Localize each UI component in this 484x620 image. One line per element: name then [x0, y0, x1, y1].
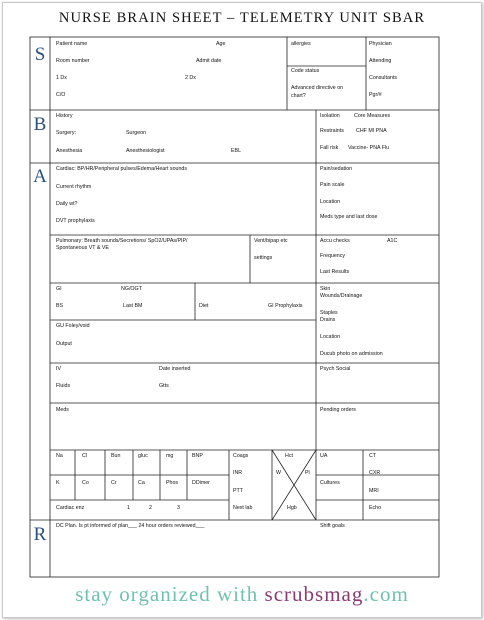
restraints-label: Restraints	[320, 128, 344, 134]
lab-pl: Pl	[305, 470, 310, 476]
lab-mri: MRI	[369, 488, 379, 494]
code-status-label: Code status	[291, 68, 320, 74]
lab-hct: Hct	[285, 453, 293, 459]
pending-orders-label: Pending orders	[320, 407, 356, 413]
surgeon-label: Surgeon	[126, 130, 147, 136]
last-bm-label: Last BM	[123, 303, 143, 309]
dx2-label: 2 Dx	[185, 75, 196, 81]
pain-location-label: Location	[320, 199, 341, 205]
lab-cxr: CXR	[369, 470, 381, 476]
lab-inr: INR	[233, 470, 243, 476]
lab-enz-3: 3	[177, 505, 180, 511]
anesthesiologist-label: Anesthesiologist	[126, 148, 165, 154]
lab-echo: Echo	[369, 505, 382, 511]
gi-label: GI	[56, 286, 62, 292]
bs-label: BS	[56, 303, 64, 309]
lab-coags: Coags	[233, 453, 249, 459]
lab-ptt: PTT	[233, 488, 244, 494]
chf-mi-pna-label: CHF MI PNA	[356, 128, 387, 134]
room-number-label: Room number	[56, 58, 90, 64]
allergies-label: allergies	[291, 41, 311, 47]
vaccine-label: Vaccine- PNA Flu	[348, 145, 390, 151]
footer-text-2: .com	[363, 582, 409, 606]
chart-label: chart?	[291, 93, 306, 99]
lab-w: W	[276, 470, 281, 476]
core-measures-label: Core Measures	[354, 113, 391, 119]
section-a-label: A	[33, 166, 47, 187]
meds-label: Meds	[56, 407, 69, 413]
lab-cultures: Cultures	[320, 480, 340, 486]
shift-goals-label: Shift goals	[320, 523, 345, 529]
footer-tagline	[0, 582, 484, 607]
lab-enz-2: 2	[149, 505, 152, 511]
admit-date-label: Admit date	[196, 58, 222, 64]
lab-co2: Co	[82, 480, 89, 486]
last-results-label: Last Results	[320, 269, 350, 275]
staples-label: Staples	[320, 310, 338, 316]
lab-k: K	[56, 480, 60, 486]
history-label: History	[56, 113, 73, 119]
accu-checks-label: Accu checks	[320, 238, 350, 244]
iv-label: IV	[56, 366, 62, 372]
ng-ogt-label: NG/OGT	[121, 286, 142, 292]
lab-cl: Cl	[82, 453, 88, 459]
vent-label: Vent/bipap etc	[254, 238, 288, 244]
dc-plan-label: DC Plan. Is pt informed of plan___ 24 hour orders reviewed___	[56, 523, 205, 529]
lab-bun: Bun	[111, 453, 121, 459]
gtts-label: Gtts	[159, 383, 169, 389]
attending-label: Attending	[369, 58, 392, 64]
patient-name-label: Patient name	[56, 41, 88, 47]
lab-gluc: gluc	[138, 453, 148, 459]
drains-label: Drains	[320, 317, 336, 323]
isolation-label: Isolation	[320, 113, 340, 119]
ebl-label: EBL	[231, 148, 242, 154]
pgr-label: Pgr/#	[369, 92, 382, 98]
meds-type-label: Meds type and last dose	[320, 214, 378, 220]
lab-enz-1: 1	[127, 505, 130, 511]
pulmonary-label-1: Pulmonary: Breath sounds/Secretions/ SpO2/UPAs/PIP/	[56, 238, 188, 244]
pulmonary-label-2: Spontaneous VT & VE	[56, 245, 109, 251]
page-title: NURSE BRAIN SHEET – TELEMETRY UNIT SBAR	[58, 10, 426, 26]
ducub-label: Ducub photo on admission	[320, 351, 383, 357]
skin-location-label: Location	[320, 334, 341, 340]
lab-ddimer: DDimer	[192, 480, 210, 486]
lab-na: Na	[56, 453, 63, 459]
settings-label: settings	[254, 255, 273, 261]
lab-next-lab: Next lab	[233, 505, 253, 511]
anesthesia-label: Anesthesia	[56, 148, 83, 154]
pain-scale-label: Pain scale	[320, 182, 345, 188]
lab-ua: UA	[320, 453, 328, 459]
advanced-directive-label: Advanced directive on	[291, 85, 344, 91]
skin-label: Skin	[320, 286, 331, 292]
wounds-label: Wounds/Drainage	[320, 293, 363, 299]
age-label: Age	[216, 41, 226, 47]
gu-label: GU Foley/void	[56, 323, 90, 329]
lab-mg: mg	[166, 453, 174, 459]
consultants-label: Consultants	[369, 75, 397, 81]
surgery-label: Surgery:	[56, 130, 77, 136]
pain-sedation-label: Pain/sedation	[320, 166, 353, 172]
section-s-label: S	[34, 44, 46, 65]
footer-text-1: stay organized with	[75, 582, 265, 606]
co-label: C/O	[56, 92, 66, 98]
lab-cr: Cr	[111, 480, 117, 486]
lab-cardiac-enz: Cardiac enz	[56, 505, 85, 511]
fluids-label: Fluids	[56, 383, 71, 389]
cardiac-label: Cardiac: BP/HR/Peripheral pulses/Edema/Heart sounds	[56, 166, 188, 172]
lab-hgb: Hgb	[287, 505, 297, 511]
fall-risk-label: Fall risk	[320, 145, 339, 151]
gi-prophylaxis-label: GI Prophylaxis	[268, 303, 303, 309]
dvt-label: DVT prophylaxis	[56, 218, 95, 224]
lab-ct: CT	[369, 453, 377, 459]
date-inserted-label: Date inserted	[159, 366, 191, 372]
footer-logo-text: scrubsmag	[264, 582, 364, 606]
section-r-label: R	[33, 524, 47, 545]
output-label: Output	[56, 341, 72, 347]
lab-bnp: BNP	[192, 453, 203, 459]
current-rhythm-label: Current rhythm	[56, 184, 92, 190]
diet-label: Diet	[199, 303, 209, 309]
physician-label: Physician	[369, 41, 392, 47]
daily-wt-label: Daily wt?	[56, 201, 78, 207]
a1c-label: A1C	[387, 238, 398, 244]
lab-phos: Phos	[166, 480, 179, 486]
section-b-label: B	[33, 114, 47, 135]
psych-social-label: Psych Social	[320, 366, 351, 372]
dx1-label: 1 Dx	[56, 75, 67, 81]
frequency-label: Frequency	[320, 253, 346, 259]
lab-ca: Ca	[138, 480, 145, 486]
